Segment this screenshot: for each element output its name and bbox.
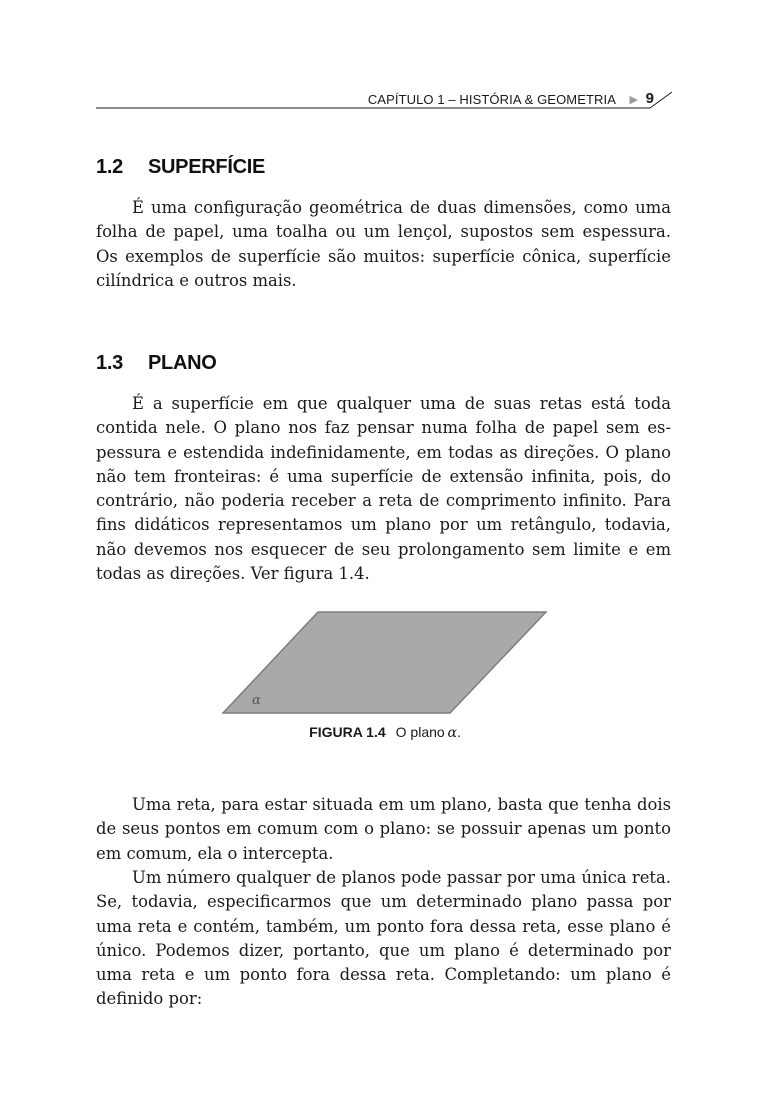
- figure-caption-text: O plano: [395, 724, 445, 740]
- section-number: 1.2: [96, 156, 123, 178]
- figure-caption: [222, 724, 548, 741]
- figure-caption-symbol: α: [447, 725, 457, 741]
- plane-figure: [222, 609, 548, 719]
- section-title: SUPERFÍCIE: [148, 156, 266, 178]
- section-heading-plano: [96, 352, 217, 375]
- section-number: 1.3: [96, 352, 123, 374]
- arrow-right-icon: ▶: [629, 93, 638, 106]
- plane-alpha-label: α: [252, 693, 261, 708]
- section-title: PLANO: [148, 352, 217, 374]
- figure-label: FIGURA 1.4: [309, 724, 386, 740]
- running-header: [96, 86, 674, 114]
- paragraph-plano: É a superfície em que qualquer uma de suas retas está toda contida nele. O plano nos faz pensar numa folha de papel sem espessura e estendida indefinidamente, em todas as direções. O plano não tem fronteiras: é uma superfície de extensão infinita, pois, do contrário, não poderia receber a reta de comprimento infinito. Para fins didáticos representamos um plano por um retângulo, todavia, não devemos nos esquecer de seu prolongamento sem limite e em todas as direções. Ver figura 1.4.: [96, 394, 671, 584]
- paragraph-reta-plano: Uma reta, para estar situada em um plano, basta que tenha dois de seus pontos em comum com o plano: se possuir apenas um ponto em comum, ela o intercepta.: [96, 795, 671, 863]
- page-number: 9: [645, 90, 654, 107]
- plane-parallelogram: [222, 612, 546, 713]
- paragraph-planos-reta: Um número qualquer de planos pode passar por uma única reta. Se, todavia, especificarmos que um determinado plano passa por uma reta e contém, também, um ponto fora dessa reta, esse plano é único. Podemos dizer, portanto, que um plano é determinado por uma reta e um ponto fora dessa reta. Completando: um plano é definido por:: [96, 868, 671, 1009]
- figure-caption-end: .: [456, 724, 461, 740]
- section-heading-superficie: [96, 156, 265, 179]
- chapter-title: CAPÍTULO 1 – HISTÓRIA & GEOMETRIA: [367, 92, 616, 107]
- paragraph-superficie: É uma configuração geométrica de duas dimensões, como uma folha de papel, uma toalha ou um lençol, supostos sem espessura. Os exemplos de superfície são muitos: superfície cônica, superfície cilíndrica e outros mais.: [96, 198, 671, 290]
